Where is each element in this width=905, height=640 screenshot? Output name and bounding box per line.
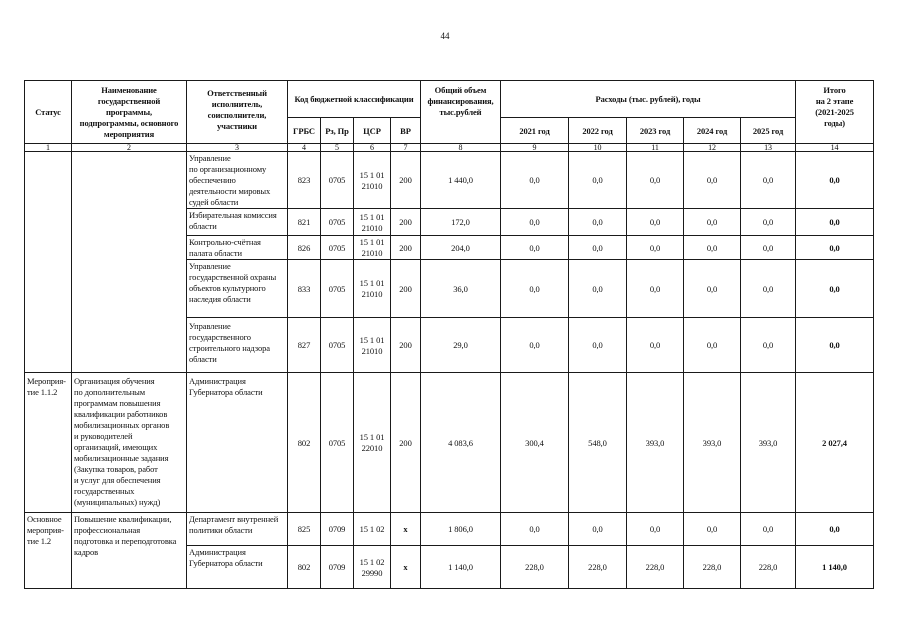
rz-pr-cell: 0705 (321, 152, 354, 209)
year-2025-cell: 0,0 (741, 236, 796, 260)
year-2024-cell: 0,0 (684, 209, 741, 236)
year-2022-cell: 0,0 (569, 209, 627, 236)
year-2025-cell: 228,0 (741, 546, 796, 589)
total-funding-cell: 1 140,0 (421, 546, 501, 589)
name-cell (72, 152, 187, 373)
year-2023-cell: 0,0 (627, 209, 684, 236)
status-cell: Мероприя- тие 1.1.2 (25, 373, 72, 513)
year-2023-cell: 0,0 (627, 236, 684, 260)
header-stage-total: Итого на 2 этапе (2021-2025 годы) (796, 81, 874, 144)
vr-cell: х (391, 513, 421, 546)
executor-cell: Избирательная комиссия области (187, 209, 288, 236)
year-2022-cell: 0,0 (569, 318, 627, 373)
table-row (25, 373, 874, 513)
year-2022-cell: 228,0 (569, 546, 627, 589)
rz-pr-cell: 0709 (321, 513, 354, 546)
executor-cell: Администрация Губернатора области (187, 546, 288, 589)
stage-total-cell: 0,0 (796, 318, 874, 373)
rz-pr-cell: 0705 (321, 260, 354, 318)
csr-cell: 15 1 01 21010 (354, 209, 391, 236)
stage-total-cell: 0,0 (796, 209, 874, 236)
header-vr: ВР (391, 118, 421, 144)
year-2021-cell: 0,0 (501, 236, 569, 260)
grbs-cell: 802 (288, 373, 321, 513)
header-year-2024: 2024 год (684, 118, 741, 144)
header-rz-pr: Рз, Пр (321, 118, 354, 144)
header-expenses: Расходы (тыс. рублей), годы (501, 81, 796, 118)
executor-cell: Управление по организационному обеспечению деятельности мировых судей области (187, 152, 288, 209)
column-number: 6 (354, 144, 391, 152)
rz-pr-cell: 0705 (321, 373, 354, 513)
status-cell (25, 152, 72, 373)
year-2024-cell: 393,0 (684, 373, 741, 513)
grbs-cell: 821 (288, 209, 321, 236)
vr-cell: х (391, 546, 421, 589)
grbs-cell: 823 (288, 152, 321, 209)
year-2024-cell: 0,0 (684, 513, 741, 546)
column-number: 12 (684, 144, 741, 152)
total-funding-cell: 4 083,6 (421, 373, 501, 513)
rz-pr-cell: 0705 (321, 209, 354, 236)
year-2021-cell: 0,0 (501, 260, 569, 318)
grbs-cell: 827 (288, 318, 321, 373)
stage-total-cell: 1 140,0 (796, 546, 874, 589)
grbs-cell: 826 (288, 236, 321, 260)
header-year-2025: 2025 год (741, 118, 796, 144)
year-2022-cell: 0,0 (569, 236, 627, 260)
header-year-2022: 2022 год (569, 118, 627, 144)
table-row (25, 513, 874, 546)
year-2024-cell: 0,0 (684, 318, 741, 373)
year-2023-cell: 0,0 (627, 260, 684, 318)
rz-pr-cell: 0705 (321, 236, 354, 260)
header-grbs: ГРБС (288, 118, 321, 144)
year-2023-cell: 0,0 (627, 513, 684, 546)
column-number: 3 (187, 144, 288, 152)
vr-cell: 200 (391, 318, 421, 373)
year-2025-cell: 0,0 (741, 260, 796, 318)
header-budget-code: Код бюджетной классификации (288, 81, 421, 118)
column-number-row (25, 144, 874, 152)
total-funding-cell: 1 440,0 (421, 152, 501, 209)
page-number: 44 (440, 31, 450, 41)
year-2021-cell: 0,0 (501, 513, 569, 546)
stage-total-cell: 0,0 (796, 236, 874, 260)
column-number: 7 (391, 144, 421, 152)
grbs-cell: 833 (288, 260, 321, 318)
year-2022-cell: 0,0 (569, 152, 627, 209)
header-row (25, 81, 874, 118)
year-2024-cell: 0,0 (684, 260, 741, 318)
csr-cell: 15 1 01 21010 (354, 318, 391, 373)
vr-cell: 200 (391, 373, 421, 513)
year-2023-cell: 393,0 (627, 373, 684, 513)
csr-cell: 15 1 01 21010 (354, 260, 391, 318)
vr-cell: 200 (391, 209, 421, 236)
header-executor: Ответственный исполнитель, соисполнители, участники (187, 81, 288, 144)
rz-pr-cell: 0705 (321, 318, 354, 373)
year-2022-cell: 0,0 (569, 260, 627, 318)
column-number: 2 (72, 144, 187, 152)
year-2021-cell: 0,0 (501, 318, 569, 373)
vr-cell: 200 (391, 260, 421, 318)
executor-cell: Департамент внутренней политики области (187, 513, 288, 546)
year-2021-cell: 0,0 (501, 209, 569, 236)
csr-cell: 15 1 02 (354, 513, 391, 546)
grbs-cell: 802 (288, 546, 321, 589)
stage-total-cell: 2 027,4 (796, 373, 874, 513)
vr-cell: 200 (391, 236, 421, 260)
rz-pr-cell: 0709 (321, 546, 354, 589)
name-cell: Повышение квалификации, профессиональная подготовка и переподготовка кадров (72, 513, 187, 589)
column-number: 9 (501, 144, 569, 152)
executor-cell: Управление государственной охраны объектов культурного наследия области (187, 260, 288, 318)
csr-cell: 15 1 01 22010 (354, 373, 391, 513)
column-number: 1 (25, 144, 72, 152)
year-2025-cell: 0,0 (741, 318, 796, 373)
total-funding-cell: 172,0 (421, 209, 501, 236)
stage-total-cell: 0,0 (796, 260, 874, 318)
status-cell: Основное мероприя- тие 1.2 (25, 513, 72, 589)
year-2022-cell: 0,0 (569, 513, 627, 546)
year-2024-cell: 228,0 (684, 546, 741, 589)
vr-cell: 200 (391, 152, 421, 209)
header-name: Наименование государственной программы, подпрограммы, основного мероприятия (72, 81, 187, 144)
year-2023-cell: 228,0 (627, 546, 684, 589)
column-number: 13 (741, 144, 796, 152)
name-cell: Организация обучения по дополнительным программам повышения квалификации работников мобилизационных органов и руководителей организаций, имеющих мобилизационные задания (Закупка товаров, работ и услуг для обеспечения государственных (муниципальных) нужд) (72, 373, 187, 513)
header-status: Статус (25, 81, 72, 144)
column-number: 10 (569, 144, 627, 152)
executor-cell: Контрольно-счётная палата области (187, 236, 288, 260)
header-total-funding: Общий объем финансирования, тыс.рублей (421, 81, 501, 144)
total-funding-cell: 36,0 (421, 260, 501, 318)
stage-total-cell: 0,0 (796, 152, 874, 209)
header-year-2021: 2021 год (501, 118, 569, 144)
grbs-cell: 825 (288, 513, 321, 546)
year-2025-cell: 0,0 (741, 513, 796, 546)
year-2025-cell: 0,0 (741, 209, 796, 236)
year-2021-cell: 300,4 (501, 373, 569, 513)
year-2024-cell: 0,0 (684, 152, 741, 209)
year-2023-cell: 0,0 (627, 318, 684, 373)
year-2024-cell: 0,0 (684, 236, 741, 260)
total-funding-cell: 29,0 (421, 318, 501, 373)
year-2021-cell: 228,0 (501, 546, 569, 589)
executor-cell: Управление государственного строительного надзора области (187, 318, 288, 373)
year-2021-cell: 0,0 (501, 152, 569, 209)
year-2025-cell: 0,0 (741, 152, 796, 209)
stage-total-cell: 0,0 (796, 513, 874, 546)
csr-cell: 15 1 01 21010 (354, 152, 391, 209)
year-2025-cell: 393,0 (741, 373, 796, 513)
year-2022-cell: 548,0 (569, 373, 627, 513)
total-funding-cell: 1 806,0 (421, 513, 501, 546)
header-year-2023: 2023 год (627, 118, 684, 144)
column-number: 14 (796, 144, 874, 152)
total-funding-cell: 204,0 (421, 236, 501, 260)
column-number: 11 (627, 144, 684, 152)
csr-cell: 15 1 02 29990 (354, 546, 391, 589)
table-row (25, 152, 874, 209)
year-2023-cell: 0,0 (627, 152, 684, 209)
column-number: 8 (421, 144, 501, 152)
column-number: 4 (288, 144, 321, 152)
header-csr: ЦСР (354, 118, 391, 144)
column-number: 5 (321, 144, 354, 152)
executor-cell: Администрация Губернатора области (187, 373, 288, 513)
csr-cell: 15 1 01 21010 (354, 236, 391, 260)
budget-table (24, 80, 874, 589)
